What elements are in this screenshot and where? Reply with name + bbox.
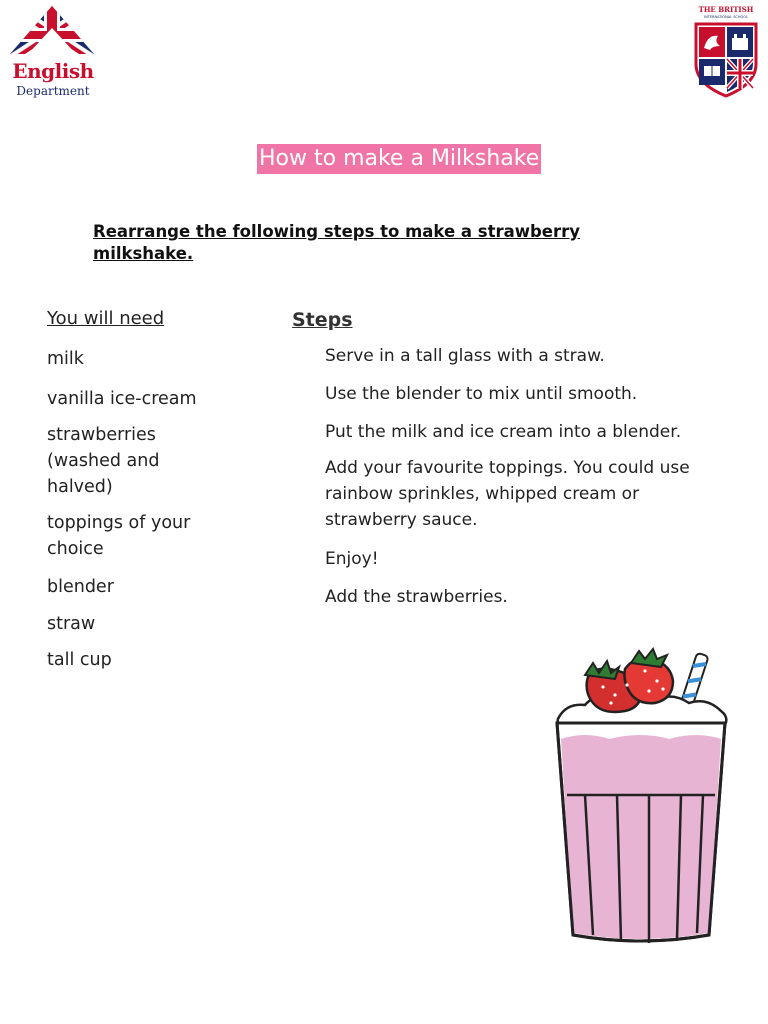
ingredient-item: blender xyxy=(47,577,114,597)
logo-english-text: English xyxy=(12,59,94,83)
ingredient-item: milk xyxy=(47,349,84,369)
step-item: Serve in a tall glass with a straw. xyxy=(325,346,605,366)
english-department-logo xyxy=(6,4,98,96)
page-title: How to make a Milkshake xyxy=(257,144,541,174)
school-subtitle-text: INTERNATIONAL SCHOOL xyxy=(704,15,748,19)
ingredient-item: strawberries (washed and halved) xyxy=(47,425,160,497)
ingredient-item: straw xyxy=(47,614,96,634)
school-name-text: THE BRITISH xyxy=(698,5,754,14)
step-item: Add the strawberries. xyxy=(325,587,508,607)
step-item: Put the milk and ice cream into a blender. xyxy=(325,422,682,442)
step-item: Use the blender to mix until smooth. xyxy=(325,384,638,404)
ingredient-item: toppings of your choice xyxy=(47,513,191,559)
step-item: Add your favourite toppings. You could use rainbow sprinkles, whipped cream or strawberry sauce. xyxy=(325,458,690,530)
strawberry-icon xyxy=(625,649,674,703)
milkshake-illustration xyxy=(545,645,745,950)
ingredients-heading: You will need xyxy=(47,308,165,329)
milkshake-icon xyxy=(545,645,745,950)
step-item: Enjoy! xyxy=(325,549,379,569)
shield-crest-icon xyxy=(690,20,762,100)
instruction-text: Rearrange the following steps to make a strawberry milkshake. xyxy=(93,222,581,263)
ingredient-item: tall cup xyxy=(47,650,112,670)
union-jack-roof-icon xyxy=(6,4,98,64)
ingredient-item: vanilla ice-cream xyxy=(47,389,197,409)
logo-department-text: Department xyxy=(16,84,90,98)
steps-heading: Steps xyxy=(292,309,353,331)
school-crest-logo xyxy=(690,6,762,98)
